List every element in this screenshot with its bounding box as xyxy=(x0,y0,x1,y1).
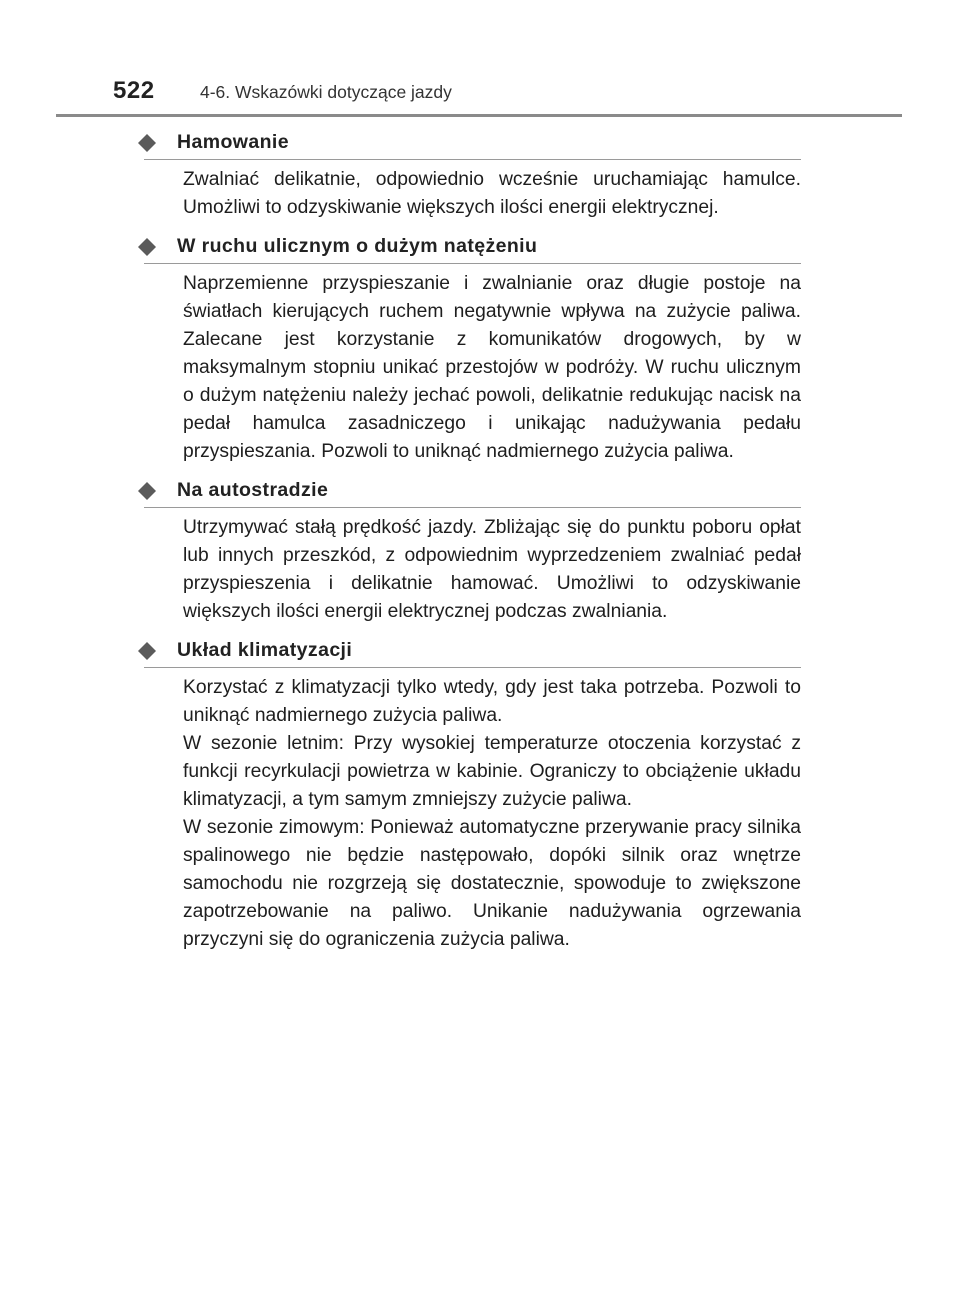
page-header xyxy=(0,0,960,120)
diamond-icon xyxy=(138,134,156,152)
diamond-icon xyxy=(138,482,156,500)
topic-heading xyxy=(144,634,801,668)
paragraph: W sezonie zimowym: Ponieważ automatyczne przerywanie pracy silnika spalinowego nie będzie następowało, dopóki silnik oraz wnętrze samochodu nie rozgrzeją się dostatecznie, spowoduje to zwiększone zapotrzebowanie na paliwo. Unikanie nadużywania ogrzewania przyczyni się do ograniczenia zużycia paliwa. xyxy=(183,817,801,950)
paragraph: W sezonie letnim: Przy wysokiej temperaturze otoczenia korzystać z funkcji recyrkulacji powietrza w kabinie. Ograniczy to obciążenie układu klimatyzacji, a tym samym zmniejszy zużycie paliwa. xyxy=(183,733,801,810)
page-number: 522 xyxy=(113,77,155,104)
topic-title: Układ klimatyzacji xyxy=(177,639,353,661)
topic-body xyxy=(183,508,801,626)
topic-highway xyxy=(137,474,801,626)
diamond-icon xyxy=(138,642,156,660)
topic-heading xyxy=(144,126,801,160)
topic-air-conditioning xyxy=(137,634,801,954)
topic-body xyxy=(183,160,801,222)
topic-body xyxy=(183,668,801,954)
topic-title: W ruchu ulicznym o dużym natężeniu xyxy=(177,235,538,257)
topic-braking xyxy=(137,126,801,222)
diamond-icon xyxy=(138,238,156,256)
paragraph: Naprzemienne przyspieszanie i zwalnianie oraz długie postoje na światłach kierujących ruchem negatywnie wpływa na zużycie paliwa. Zalecane jest korzystanie z komunikatów drogowych, by w maksymalnym stopniu unikać przestojów w podróży. W ruchu ulicznym o dużym natężeniu należy jechać powoli, delikatnie redukując nacisk na pedał hamulca zasadniczego i unikając nadużywania pedału przyspieszania. Pozwoli to uniknąć nadmiernego zużycia paliwa. xyxy=(183,273,801,462)
section-title: 4-6. Wskazówki dotyczące jazdy xyxy=(200,82,452,102)
main-content xyxy=(137,126,801,962)
topic-title: Hamowanie xyxy=(177,131,289,153)
paragraph: Zwalniać delikatnie, odpowiednio wcześnie uruchamiając hamulce. Umożliwi to odzyskiwanie większych ilości energii elektrycznej. xyxy=(183,169,801,218)
paragraph: Utrzymywać stałą prędkość jazdy. Zbliżając się do punktu poboru opłat lub innych przeszkód, z odpowiednim wyprzedzeniem zwalniać pedał przyspieszenia i delikatnie hamować. Umożliwi to odzyskiwanie większych ilości energii elektrycznej podczas zwalniania. xyxy=(183,517,801,622)
paragraph: Korzystać z klimatyzacji tylko wtedy, gdy jest taka potrzeba. Pozwoli to uniknąć nadmiernego zużycia paliwa. xyxy=(183,677,801,726)
topic-body xyxy=(183,264,801,466)
topic-title: Na autostradzie xyxy=(177,479,329,501)
topic-heading xyxy=(144,474,801,508)
topic-heavy-traffic xyxy=(137,230,801,466)
header-divider xyxy=(56,114,902,117)
topic-heading xyxy=(144,230,801,264)
